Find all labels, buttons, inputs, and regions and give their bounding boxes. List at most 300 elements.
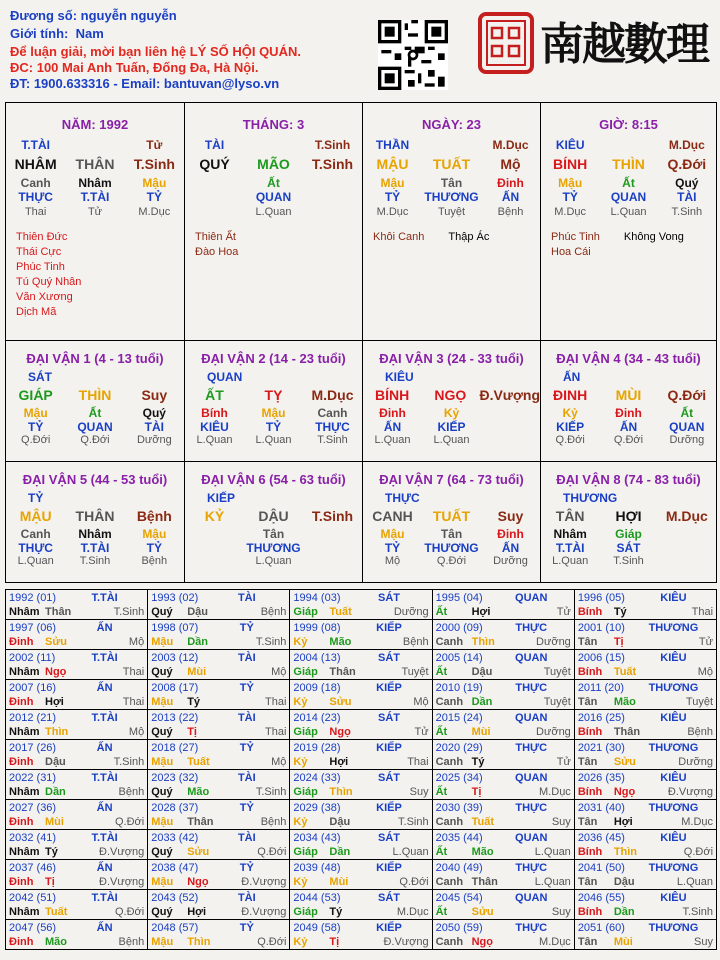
annual-cell-bottom — [436, 785, 571, 799]
annual-stem: Giáp — [293, 786, 318, 798]
dai-van-god-row-item: ẤN — [501, 541, 520, 555]
annual-cell[interactable] — [432, 740, 574, 769]
annual-cell[interactable] — [289, 710, 431, 739]
pillar-hidden-row-item — [185, 176, 244, 190]
annual-stage: L.Quan — [392, 846, 429, 858]
annual-stage: Dưỡng — [536, 636, 571, 648]
annual-cell[interactable] — [289, 680, 431, 709]
annual-cell-bottom — [293, 785, 428, 799]
annual-cell-top — [9, 621, 144, 635]
dai-van-cell[interactable] — [184, 462, 362, 582]
annual-cell[interactable] — [147, 860, 289, 889]
annual-stage: Thai — [691, 606, 714, 618]
annual-cell[interactable] — [289, 650, 431, 679]
dai-van-stage-row-item: Mộ — [384, 555, 401, 567]
annual-cell-top — [151, 741, 286, 755]
annual-stage: Dưỡng — [678, 756, 714, 768]
annual-god: KIẾP — [376, 622, 402, 634]
annual-cell[interactable] — [289, 620, 431, 649]
annual-cell[interactable] — [432, 620, 574, 649]
dai-van-main-row-item: MẬU — [19, 508, 52, 524]
dai-van-stage-row-item — [303, 555, 362, 567]
annual-cell-top — [151, 621, 286, 635]
annual-branch: Ngọ — [45, 666, 67, 678]
dai-van-hidden-row-item: Tân — [262, 527, 285, 541]
dai-van-stage-row-item: T.Sinh — [79, 555, 111, 567]
annual-cell[interactable] — [6, 740, 147, 769]
annual-cell-top — [436, 741, 571, 755]
annual-cell-bottom — [151, 935, 286, 949]
annual-cell[interactable] — [432, 890, 574, 919]
annual-cell[interactable] — [574, 830, 716, 859]
annual-stage: L.Quan — [534, 846, 571, 858]
dai-van-god: KIÊU — [385, 370, 414, 384]
pillar-top-row — [363, 138, 540, 152]
annual-stem: Đinh — [9, 756, 34, 768]
annual-cell-bottom — [151, 755, 286, 769]
annual-year: 2035 (44) — [435, 832, 483, 844]
dai-van-main-row-item: THÌN — [78, 387, 112, 403]
annual-cell[interactable] — [289, 890, 431, 919]
dai-van-cell[interactable] — [6, 341, 184, 461]
pillar-main-row-item: T.Sinh — [133, 156, 175, 172]
annual-stage: Tuyệt — [543, 666, 571, 678]
annual-stem: Kỷ — [293, 696, 308, 708]
annual-cell-bottom — [436, 935, 571, 949]
annual-cell-bottom — [436, 725, 571, 739]
annual-cell[interactable] — [147, 590, 289, 619]
dai-van-hidden-row-item: Mậu — [142, 527, 167, 541]
pillar-title: NĂM: 1992 — [61, 117, 129, 132]
annual-stage: Dưỡng — [393, 606, 429, 618]
annual-branch: Tị — [471, 786, 482, 798]
pillar-main-row-item: THÂN — [75, 156, 115, 172]
annual-stage: Suy — [551, 816, 571, 828]
annual-branch: Mùi — [613, 936, 633, 948]
dai-van-god-row-item: KIẾP — [437, 420, 466, 434]
annual-cell[interactable] — [432, 830, 574, 859]
dai-van-hidden-row-item: Quý — [142, 406, 166, 420]
annual-year: 1995 (04) — [435, 592, 483, 604]
annual-cell[interactable] — [574, 860, 716, 889]
annual-cell[interactable] — [6, 770, 147, 799]
annual-cell-top — [293, 771, 428, 785]
pillar-god-row-item: THƯƠNG — [424, 190, 479, 204]
annual-year: 2041 (50) — [577, 862, 625, 874]
dai-van-god: QUAN — [207, 370, 243, 384]
annual-cell[interactable] — [6, 860, 147, 889]
annual-year: 2046 (55) — [577, 892, 625, 904]
annual-cell[interactable] — [289, 860, 431, 889]
annual-cell-top — [578, 741, 713, 755]
annual-stem: Tân — [577, 696, 598, 708]
dai-van-stage-row-item: Q.Đới — [613, 434, 644, 446]
annual-cell[interactable] — [432, 710, 574, 739]
dai-van-cell[interactable] — [184, 341, 362, 461]
annual-cell-bottom — [9, 785, 144, 799]
dai-van-god-row-item: TỶ — [146, 541, 162, 555]
annual-cell[interactable] — [574, 770, 716, 799]
dai-van-hidden-row-item: Đinh — [379, 406, 406, 420]
pillar-top-row-item: M.Dục — [492, 138, 529, 152]
annual-stem: Ất — [435, 846, 448, 858]
dai-van-god: ẤN — [563, 370, 581, 384]
annual-cell-top — [9, 831, 144, 845]
annual-cell[interactable] — [574, 800, 716, 829]
pillar-god-row — [363, 190, 540, 204]
annual-cell-top — [293, 621, 428, 635]
annual-branch: Thìn — [187, 936, 211, 948]
annual-branch: Mão — [45, 936, 67, 948]
dai-van-god-row — [363, 420, 540, 434]
annual-stem: Canh — [435, 936, 464, 948]
dai-van-stage-row-item — [481, 434, 540, 446]
annual-cell[interactable] — [6, 890, 147, 919]
dai-van-cell[interactable] — [362, 462, 540, 582]
annual-row — [6, 619, 716, 649]
dai-van-hidden-row-item: Đinh — [615, 406, 642, 420]
annual-stage: Suy — [551, 906, 571, 918]
annual-stem: Quý — [151, 606, 173, 618]
duong-so-value: nguyễn nguyễn — [80, 8, 177, 23]
annual-stem: Kỷ — [293, 756, 308, 768]
annual-cell-top — [151, 651, 286, 665]
annual-cell[interactable] — [289, 920, 431, 949]
dai-van-god-row-item: ẤN — [383, 420, 402, 434]
dai-van-god-row — [185, 541, 362, 555]
dai-van-stage-row-item: L.Quan — [255, 555, 292, 567]
pillar-main-row-item: Q.Đới — [667, 156, 707, 172]
annual-cell-bottom — [293, 755, 428, 769]
annual-cell[interactable] — [432, 770, 574, 799]
annual-branch: Tuất — [329, 606, 352, 618]
annual-god: THỰC — [515, 802, 548, 814]
annual-stage: Q.Đới — [399, 876, 429, 888]
annual-row — [6, 709, 716, 739]
annual-branch: Hợi — [45, 696, 64, 708]
header-info — [10, 8, 370, 92]
annual-year: 2018 (27) — [151, 742, 199, 754]
pillar-stage-row-item: M.Dục — [554, 206, 587, 218]
pillars-grid — [5, 102, 717, 583]
dai-van-god-row-item: THƯƠNG — [424, 541, 479, 555]
annual-year: 1993 (02) — [151, 592, 199, 604]
pillar-hidden-row — [6, 176, 184, 190]
annual-cell[interactable] — [574, 650, 716, 679]
annual-stage: Thai — [265, 726, 287, 738]
annual-cell-top — [436, 771, 571, 785]
annual-god: TÀI — [237, 712, 256, 724]
dai-van-hidden-row-item: Bính — [201, 406, 228, 420]
pillar-stars — [363, 230, 540, 245]
dai-van-main-row-item: KỶ — [204, 508, 225, 524]
contact-line-3[interactable]: ĐT: 1900.633316 - Email: bantuvan@lyso.vn — [10, 76, 280, 91]
annual-cell-top — [9, 711, 144, 725]
pillar-main-row-item: MẬU — [376, 156, 409, 172]
annual-branch: Dần — [45, 786, 66, 798]
annual-god: THỰC — [515, 622, 548, 634]
dai-van-god-row-item: T.TÀI — [80, 541, 110, 555]
annual-branch: Dậu — [329, 816, 351, 828]
annual-god: THƯƠNG — [648, 622, 699, 634]
annual-cell[interactable] — [432, 860, 574, 889]
pillar-cell[interactable] — [362, 103, 540, 340]
annual-cell-bottom — [578, 635, 713, 649]
dai-van-cell[interactable] — [540, 462, 716, 582]
annual-cell[interactable] — [147, 680, 289, 709]
dai-van-god: SÁT — [28, 370, 52, 384]
dai-van-title: ĐẠI VẬN 4 (34 - 43 tuổi) — [556, 351, 701, 366]
pillar-stage-row-item: Bệnh — [497, 206, 524, 218]
annual-cell[interactable] — [289, 740, 431, 769]
pillar-stage-row-item: L.Quan — [255, 206, 292, 218]
pillar-main-row-item: NHÂM — [14, 156, 57, 172]
dai-van-main-row — [6, 387, 184, 403]
annual-god: TỶ — [239, 862, 254, 874]
annual-year: 2043 (52) — [151, 892, 199, 904]
annual-cell[interactable] — [6, 680, 147, 709]
annual-year: 2040 (49) — [435, 862, 483, 874]
pillar-hidden-row-item: Canh — [20, 176, 51, 190]
dai-van-hidden-row-item: Kỷ — [443, 406, 460, 420]
annual-cell-bottom — [436, 635, 571, 649]
annual-cell-bottom — [151, 605, 286, 619]
pillar-cell[interactable] — [6, 103, 184, 340]
dai-van-main-row — [185, 508, 362, 524]
contact-line-1: Để luận giải, mời bạn liên hệ LÝ SỐ HỘI QUÁN. — [10, 44, 301, 59]
dai-van-god-row-item: TỶ — [384, 541, 401, 555]
pillar-cell[interactable] — [184, 103, 362, 340]
annual-cell[interactable] — [147, 800, 289, 829]
pillar-stage-row — [185, 206, 362, 218]
annual-stage: Bệnh — [260, 606, 287, 618]
annual-stem: Bính — [577, 846, 603, 858]
annual-cell[interactable] — [147, 890, 289, 919]
dai-van-cell[interactable] — [362, 341, 540, 461]
dai-van-stage-row-item: Dưỡng — [136, 434, 172, 446]
dai-van-main-row-item: CANH — [372, 508, 413, 524]
annual-cell[interactable] — [147, 920, 289, 949]
dai-van-god-row-item: KIẾP — [556, 420, 585, 434]
annual-cell[interactable] — [574, 710, 716, 739]
annual-stage: M.Dục — [681, 816, 714, 828]
pillar-main-row-item: Mộ — [500, 156, 521, 172]
dai-van-god: THƯƠNG — [563, 491, 618, 505]
annual-stem: Giáp — [293, 726, 318, 738]
annual-stem: Đinh — [9, 936, 34, 948]
annual-cell[interactable] — [432, 800, 574, 829]
annual-cell[interactable] — [432, 590, 574, 619]
annual-god: QUAN — [515, 832, 548, 844]
pillar-main-row-item: TUẤT — [432, 156, 471, 172]
annual-cell[interactable] — [6, 710, 147, 739]
annual-cell[interactable] — [6, 650, 147, 679]
pillar-god-row — [6, 190, 184, 204]
annual-cell[interactable] — [574, 890, 716, 919]
annual-cell[interactable] — [432, 920, 574, 949]
pillar-god-row-item: TỶ — [146, 190, 162, 204]
pillar-top-row-item — [422, 138, 481, 152]
annual-cell[interactable] — [289, 830, 431, 859]
star-item: Thập Ác — [448, 231, 490, 243]
annual-cell[interactable] — [147, 830, 289, 859]
annual-stem: Bính — [577, 726, 603, 738]
annual-stage: Tuyệt — [401, 666, 429, 678]
annual-god: KIÊU — [660, 712, 687, 724]
annual-branch: Hợi — [187, 906, 207, 918]
annual-cell[interactable] — [6, 590, 147, 619]
annual-cell[interactable] — [147, 710, 289, 739]
annual-branch: Sửu — [187, 846, 210, 858]
dai-van-stage-row — [541, 434, 716, 446]
annual-row — [6, 799, 716, 829]
annual-year: 2048 (57) — [151, 922, 199, 934]
annual-cell-bottom — [9, 635, 144, 649]
annual-year: 2015 (24) — [435, 712, 483, 724]
dai-van-god-row-item: KIÊU — [200, 420, 229, 434]
annual-stage: Bệnh — [260, 816, 287, 828]
annual-cell[interactable] — [574, 680, 716, 709]
annual-cell[interactable] — [147, 770, 289, 799]
annual-stage: Tử — [556, 756, 571, 768]
star-list-b — [448, 230, 489, 245]
seal-stamp-icon — [478, 12, 534, 74]
pillar-main-row — [541, 156, 716, 172]
star-item: Văn Xương — [16, 291, 73, 303]
annual-cell[interactable] — [432, 650, 574, 679]
dai-van-cell[interactable] — [6, 462, 184, 582]
annual-cell[interactable] — [289, 800, 431, 829]
annual-cell-bottom — [151, 845, 286, 859]
pillar-hidden-row — [363, 176, 540, 190]
dai-van-stage-row-item: Bệnh — [141, 555, 168, 567]
dai-van-god-row-item — [481, 420, 540, 434]
dai-van-title: ĐẠI VẬN 5 (44 - 53 tuổi) — [22, 472, 168, 487]
annual-god: SÁT — [378, 712, 400, 724]
brand-logo: 南越數理 — [540, 19, 708, 70]
annual-cell-top — [578, 861, 713, 875]
dai-van-cell[interactable] — [540, 341, 716, 461]
annual-god: SÁT — [378, 772, 400, 784]
annual-stem: Canh — [435, 636, 464, 648]
dai-van-hidden-row-item: Ất — [680, 406, 694, 420]
dai-van-hidden-row — [185, 406, 362, 420]
annual-stage: T.Sinh — [113, 756, 145, 768]
annual-branch: Hợi — [329, 756, 349, 768]
dai-van-main-row-item: MÙI — [615, 387, 642, 403]
annual-cell-top — [578, 831, 713, 845]
pillar-row — [6, 103, 716, 340]
annual-stage: Tử — [414, 726, 429, 738]
star-list — [16, 230, 81, 320]
pillar-stars — [6, 230, 184, 320]
star-item: Hoa Cái — [551, 246, 591, 258]
annual-cell[interactable] — [432, 680, 574, 709]
annual-cell-top — [9, 801, 144, 815]
annual-branch: Ngọ — [613, 786, 636, 798]
annual-god: SÁT — [378, 892, 400, 904]
annual-cell[interactable] — [6, 800, 147, 829]
dai-van-stage-row-item: Q.Đới — [80, 434, 110, 446]
dai-van-hidden-row — [363, 527, 540, 541]
annual-cell-bottom — [9, 725, 144, 739]
annual-stage: Thai — [122, 666, 145, 678]
annual-cell[interactable] — [289, 590, 431, 619]
annual-cell-top — [151, 921, 286, 935]
dai-van-hidden-row-item: Nhâm — [78, 527, 112, 541]
annual-year: 1994 (03) — [293, 592, 341, 604]
annual-cell[interactable] — [574, 740, 716, 769]
annual-row — [6, 889, 716, 919]
annual-year: 2027 (36) — [9, 802, 57, 814]
annual-god: KIẾP — [376, 922, 402, 934]
dai-van-main-row-item: Suy — [497, 508, 524, 524]
annual-row — [6, 829, 716, 859]
annual-cell[interactable] — [6, 830, 147, 859]
annual-stage: Q.Đới — [114, 816, 145, 828]
annual-stem: Quý — [151, 786, 173, 798]
annual-stem: Canh — [435, 816, 464, 828]
annual-god: KIẾP — [376, 862, 402, 874]
pillar-stage-row — [6, 206, 184, 218]
annual-cell[interactable] — [574, 920, 716, 949]
qr-code-icon[interactable] — [378, 20, 448, 90]
dai-van-stage-row — [363, 555, 540, 567]
annual-branch: Tuất — [471, 816, 495, 828]
annual-cell-top — [578, 801, 713, 815]
annual-god: QUAN — [515, 772, 548, 784]
annual-cell[interactable] — [147, 620, 289, 649]
annual-cell-bottom — [9, 935, 144, 949]
pillar-cell[interactable] — [540, 103, 716, 340]
dai-van-hidden-row — [185, 527, 362, 541]
annual-cell[interactable] — [6, 620, 147, 649]
dai-van-god-row-item: THỰC — [18, 541, 53, 555]
annual-stem: Kỷ — [293, 876, 308, 888]
annual-year: 2049 (58) — [293, 922, 341, 934]
annual-cell[interactable] — [574, 590, 716, 619]
annual-stem: Kỷ — [293, 936, 308, 948]
annual-cell-top — [436, 591, 571, 605]
annual-year: 2039 (48) — [293, 862, 341, 874]
dai-van-title: ĐẠI VẬN 8 (74 - 83 tuổi) — [556, 472, 701, 487]
annual-cell-bottom — [9, 755, 144, 769]
pillar-stage-row — [541, 206, 716, 218]
annual-branch: Mùi — [45, 816, 64, 828]
annual-cell[interactable] — [147, 740, 289, 769]
annual-branch: Dậu — [45, 756, 66, 768]
annual-cell-top — [436, 831, 571, 845]
dai-van-main-row-item: Suy — [141, 387, 168, 403]
pillar-top-row-item — [65, 138, 124, 152]
annual-cell-bottom — [578, 725, 713, 739]
pillar-title: THÁNG: 3 — [242, 117, 305, 132]
annual-cell[interactable] — [147, 650, 289, 679]
annual-god: KIÊU — [660, 892, 687, 904]
annual-cell[interactable] — [574, 620, 716, 649]
annual-stem: Bính — [577, 906, 603, 918]
annual-stage: Mộ — [413, 696, 429, 708]
annual-cell[interactable] — [289, 770, 431, 799]
annual-year: 2016 (25) — [577, 712, 625, 724]
annual-cell-top — [293, 711, 428, 725]
annual-cell-top — [9, 591, 144, 605]
star-item: Thiên Ất — [195, 231, 236, 243]
dai-van-god-row-item: TỶ — [27, 420, 44, 434]
dai-van-stage-row-item: T.Sinh — [317, 434, 348, 446]
annual-stage: Mộ — [128, 726, 145, 738]
annual-cell[interactable] — [6, 920, 147, 949]
